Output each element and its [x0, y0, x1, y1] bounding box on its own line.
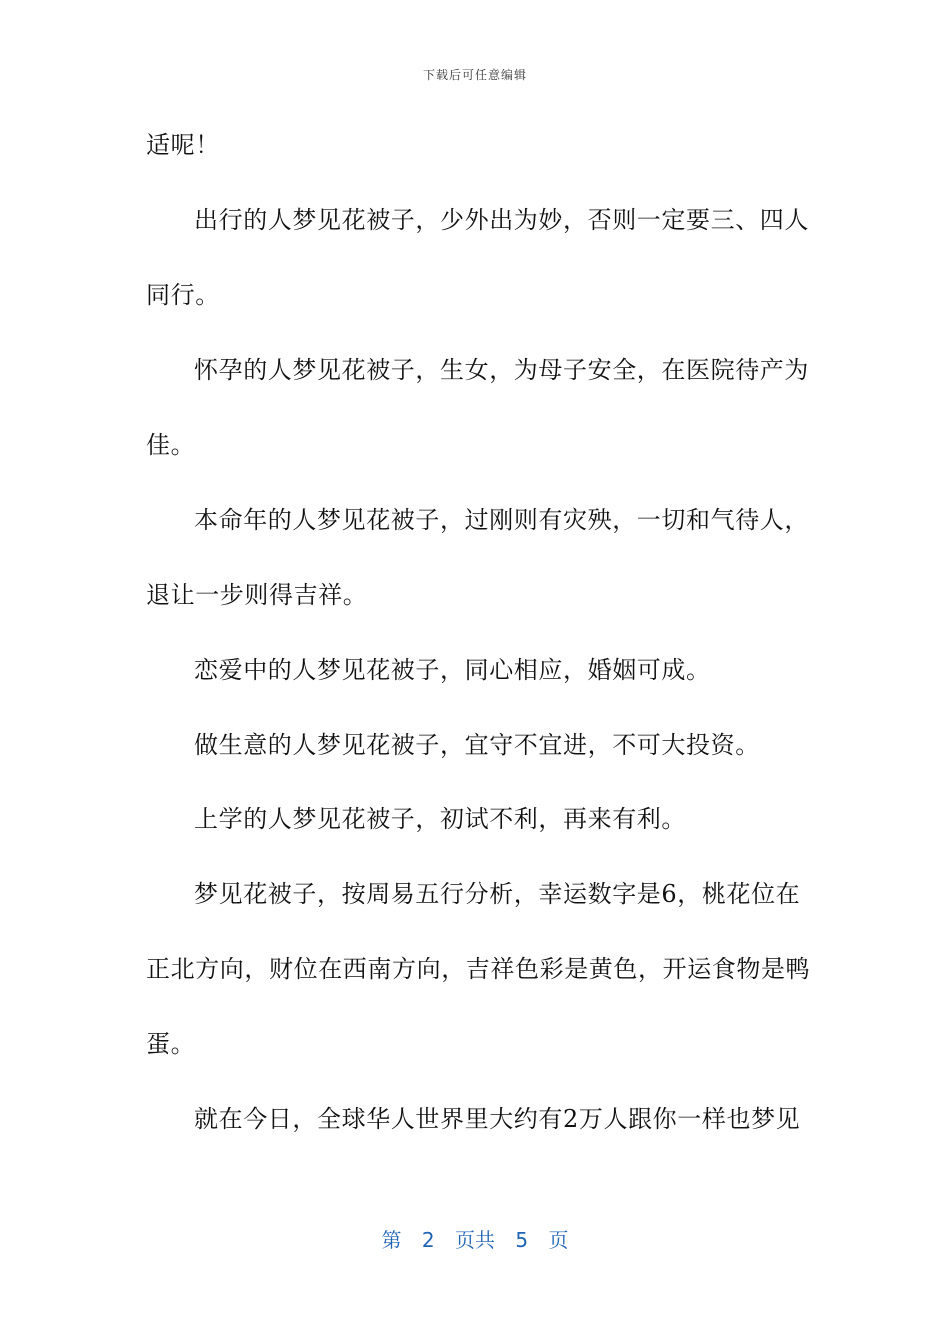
- footer-total-pages: 5: [515, 1228, 529, 1252]
- body-line: 退让一步则得吉祥。: [146, 581, 368, 609]
- body-line: 正北方向，财位在西南方向，吉祥色彩是黄色，开运食物是鸭: [146, 955, 811, 983]
- body-line: 同行。: [146, 281, 220, 309]
- footer-suffix: 页: [548, 1228, 569, 1252]
- body-line: 本命年的人梦见花被子，过刚则有灾殃，一切和气待人，: [194, 506, 809, 534]
- body-line: 做生意的人梦见花被子，宜守不宜进，不可大投资。: [194, 731, 760, 759]
- body-line: 恋爱中的人梦见花被子，同心相应，婚姻可成。: [194, 656, 711, 684]
- footer-middle: 页共: [455, 1228, 495, 1252]
- body-line: 就在今日，全球华人世界里大约有2万人跟你一样也梦见: [194, 1105, 801, 1133]
- body-line: 怀孕的人梦见花被子，生女，为母子安全，在医院待产为: [194, 356, 809, 384]
- body-line: 梦见花被子，按周易五行分析，幸运数字是6，桃花位在: [194, 880, 801, 908]
- body-line: 适呢！: [146, 131, 220, 159]
- page-header: 下载后可任意编辑: [422, 68, 527, 82]
- footer-page-number: 2: [421, 1228, 435, 1252]
- body-line: 佳。: [146, 431, 196, 459]
- body-line: 上学的人梦见花被子，初试不利，再来有利。: [194, 805, 686, 833]
- footer-prefix: 第: [381, 1228, 402, 1252]
- page-footer: [0, 1224, 950, 1253]
- body-line: 出行的人梦见花被子，少外出为妙，否则一定要三、四人: [194, 206, 809, 234]
- body-line: 蛋。: [146, 1030, 196, 1058]
